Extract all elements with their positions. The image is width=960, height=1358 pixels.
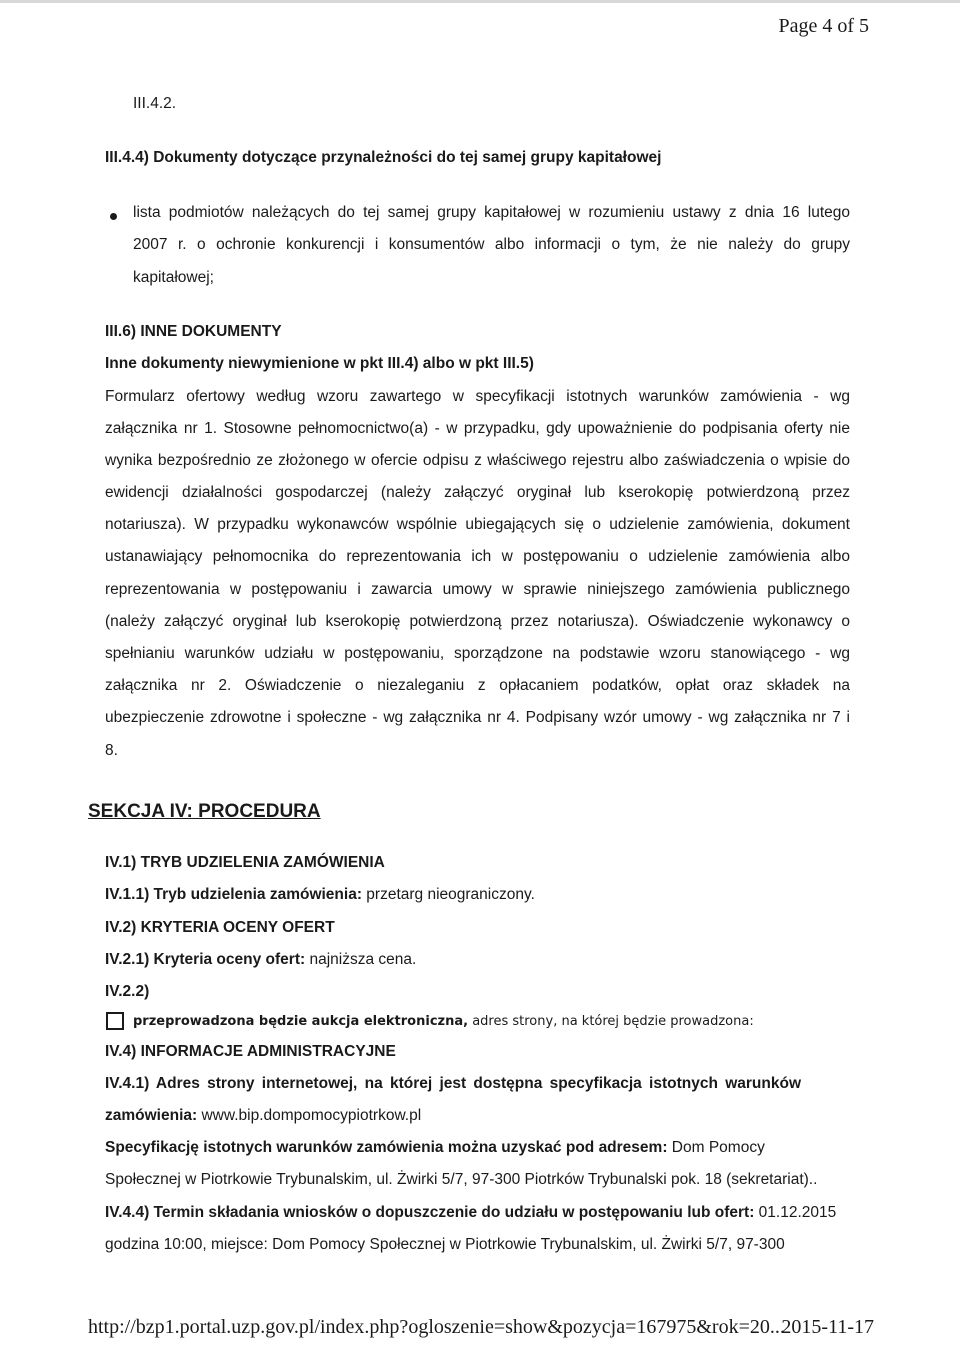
row-spec-address — [105, 1138, 765, 1158]
footer-url: http://bzp1.portal.uzp.gov.pl/index.php?ogloszenie=show&pozycja=167975&rok=20... — [88, 1316, 785, 1338]
auction-row — [133, 1012, 754, 1032]
subheading-III-6: Inne dokumenty niewymienione w pkt III.4) albo w pkt III.5) — [105, 355, 534, 372]
footer-date: 2015-11-17 — [781, 1316, 874, 1338]
body-line-5: notariusza). W przypadku wykonawców wspólnie ubiegających się o udzielenie zamówienia, dokument — [105, 516, 850, 533]
auction-text: adres strony, na której będzie prowadzona: — [468, 1014, 754, 1029]
deadline-details: godzina 10:00, miejsce: Dom Pomocy Społecznej w Piotrkowie Trybunalskim, ul. Żwirki 5/7, 97-300 — [105, 1236, 785, 1253]
row-IV-4-1 — [105, 1106, 421, 1126]
label-IV-4-1-line-2: zamówienia: — [105, 1107, 198, 1124]
spec-address-value-2: Społecznej w Piotrkowie Trybunalskim, ul. Żwirki 5/7, 97-300 Piotrków Trybunalski pok. 18 (sekretariat).. — [105, 1171, 818, 1188]
value-IV-1-1: przetarg nieograniczony. — [361, 886, 535, 903]
heading-IV-4: IV.4) INFORMACJE ADMINISTRACYJNE — [105, 1043, 396, 1060]
section-title: SEKCJA IV: PROCEDURA — [88, 801, 321, 822]
heading-III-6: III.6) INNE DOKUMENTY — [105, 323, 282, 340]
body-line-12: 8. — [105, 742, 118, 759]
label-IV-1-1: IV.1.1) Tryb udzielenia zamówienia: — [105, 886, 362, 903]
top-divider — [0, 0, 960, 3]
body-line-1: Formularz ofertowy według wzoru zawartego w specyfikacji istotnych warunków zamówienia - wg — [105, 388, 850, 405]
bullet-line-1: lista podmiotów należących do tej samej grupy kapitałowej w rozumieniu ustawy z dnia 16 lutego — [133, 204, 850, 221]
body-line-10: załącznika nr 2. Oświadczenie o niezaleganiu z opłacaniem podatków, opłat oraz składek na — [105, 677, 850, 694]
heading-IV-1: IV.1) TRYB UDZIELENIA ZAMÓWIENIA — [105, 854, 385, 871]
heading-IV-2: IV.2) KRYTERIA OCENY OFERT — [105, 919, 335, 936]
website-value: www.bip.dompomocypiotrkow.pl — [197, 1107, 422, 1124]
bullet-line-3: kapitałowej; — [133, 269, 214, 286]
auction-label: przeprowadzona będzie aukcja elektroniczna, — [133, 1014, 469, 1029]
label-IV-2-1: IV.2.1) Kryteria oceny ofert: — [105, 951, 306, 968]
item-III-4-2: III.4.2. — [133, 95, 177, 112]
spec-address-label: Specyfikację istotnych warunków zamówienia można uzyskać pod adresem: — [105, 1139, 668, 1156]
body-line-3: wynika bezpośrednio ze złożonego w ofercie odpisu z właściwego rejestru albo zaświadczenia o wpisie do — [105, 452, 850, 469]
body-line-6: ustanawiający pełnomocnika do reprezentowania ich w postępowaniu o udzielenie zamówienia albo — [105, 548, 850, 565]
deadline-value: 01.12.2015 — [754, 1204, 837, 1221]
page-number: Page 4 of 5 — [778, 15, 869, 37]
label-IV-2-2: IV.2.2) — [105, 983, 150, 1000]
body-line-7: reprezentowania w postępowaniu i zawarcia umowy w sprawie niniejszego zamówienia publicznego — [105, 581, 850, 598]
value-IV-2-1: najniższa cena. — [305, 951, 417, 968]
label-IV-4-1-line-1: IV.4.1) Adres strony internetowej, na której jest dostępna specyfikacja istotnych warunków — [105, 1075, 801, 1092]
spec-address-value-1: Dom Pomocy — [667, 1139, 765, 1156]
bullet-icon — [110, 213, 117, 220]
body-line-11: ubezpieczenie zdrowotne i społeczne - wg załącznika nr 4. Podpisany wzór umowy - wg załącznika nr 7 i — [105, 709, 850, 726]
heading-III-4-4: III.4.4) Dokumenty dotyczące przynależności do tej samej grupy kapitałowej — [105, 149, 662, 166]
body-line-2: załącznika nr 1. Stosowne pełnomocnictwo(a) - w przypadku, gdy upoważnienie do podpisania oferty nie — [105, 420, 850, 437]
row-IV-4-4 — [105, 1203, 836, 1223]
label-IV-4-4: IV.4.4) Termin składania wniosków o dopuszczenie do udziału w postępowaniu lub ofert: — [105, 1204, 755, 1221]
row-IV-1-1 — [105, 885, 535, 905]
row-IV-2-1 — [105, 950, 416, 970]
bullet-line-2: 2007 r. o ochronie konkurencji i konsumentów albo informacji o tym, że nie należy do grupy — [133, 236, 850, 253]
auction-checkbox[interactable] — [106, 1012, 124, 1030]
body-line-8: (należy załączyć oryginał lub kserokopię potwierdzoną przez notariusza). Oświadczenie wykonawcy o — [105, 613, 850, 630]
body-line-4: ewidencji działalności gospodarczej (należy załączyć oryginał lub kserokopię potwierdzoną przez — [105, 484, 850, 501]
body-line-9: spełnianiu warunków udziału w postępowaniu, sporządzone na podstawie wzoru stanowiącego - wg — [105, 645, 850, 662]
